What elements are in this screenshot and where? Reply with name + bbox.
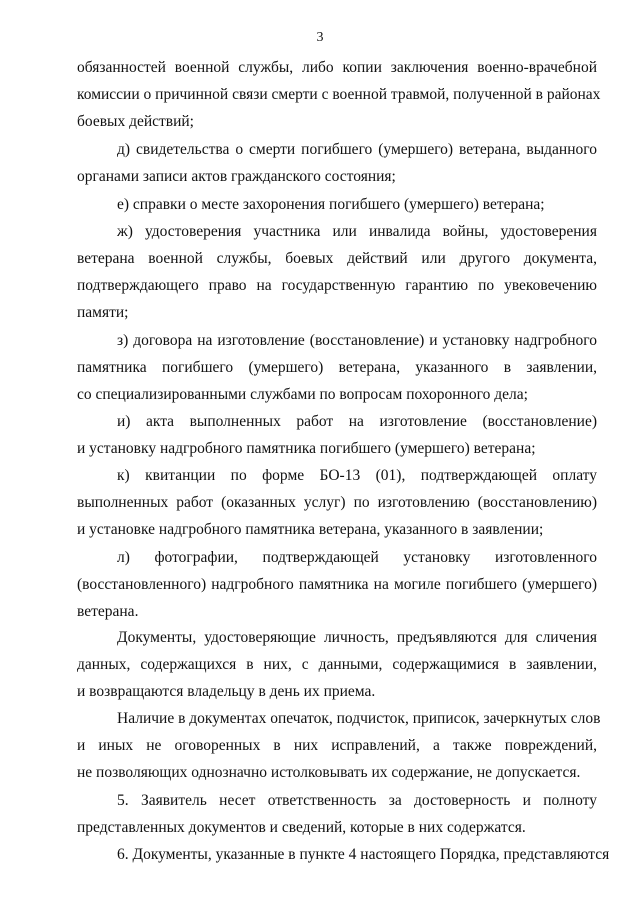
text-line: и установку надгробного памятника погибшего (умершего) ветерана; xyxy=(77,440,536,457)
text-line: обязанностей военной службы, либо копии заключения военно-врачебной xyxy=(77,59,597,76)
text-line: з) договора на изготовление (восстановление) и установку надгробного xyxy=(117,332,597,349)
text-line: к) квитанции по форме БО-13 (01), подтверждающей оплату xyxy=(117,467,597,484)
text-line: ж) удостоверения участника или инвалида войны, удостоверения xyxy=(117,223,597,240)
text-line: подтверждающего право на государственную гарантию по увековечению xyxy=(77,277,597,294)
text-line: и установке надгробного памятника ветерана, указанного в заявлении; xyxy=(77,521,544,538)
text-line: данных, содержащихся в них, с данными, содержащимися в заявлении, xyxy=(77,656,597,673)
text-line: памяти; xyxy=(77,304,129,321)
text-line: органами записи актов гражданского состояния; xyxy=(77,168,396,185)
text-line: е) справки о месте захоронения погибшего (умершего) ветерана; xyxy=(117,196,545,213)
text-line: представленных документов и сведений, которые в них содержатся. xyxy=(77,819,526,836)
text-line: 5. Заявитель несет ответственность за достоверность и полноту xyxy=(117,792,597,809)
text-line: ветерана военной службы, боевых действий или другого документа, xyxy=(77,250,597,267)
text-line: комиссии о причинной связи смерти с военной травмой, полученной в районах xyxy=(77,86,601,103)
text-line: не позволяющих однозначно истолковывать их содержание, не допускается. xyxy=(77,764,581,781)
text-line: (восстановленного) надгробного памятника на могиле погибшего (умершего) xyxy=(77,576,597,593)
text-line: и) акта выполненных работ на изготовление (восстановление) xyxy=(117,413,597,430)
text-line: со специализированными службами по вопросам похоронного дела; xyxy=(77,386,528,403)
text-line: и возвращаются владельцу в день их приема. xyxy=(77,683,376,700)
text-line: памятника погибшего (умершего) ветерана, указанного в заявлении, xyxy=(77,359,597,376)
text-line: 6. Документы, указанные в пункте 4 настоящего Порядка, представляются xyxy=(117,846,610,863)
text-line: д) свидетельства о смерти погибшего (умершего) ветерана, выданного xyxy=(117,141,597,158)
text-line: л) фотографии, подтверждающей установку изготовленного xyxy=(117,549,597,566)
text-line: Документы, удостоверяющие личность, предъявляются для сличения xyxy=(117,629,597,646)
text-line: ветерана. xyxy=(77,603,139,620)
page-number: 3 xyxy=(316,30,324,45)
text-line: выполненных работ (оказанных услуг) по изготовлению (восстановлению) xyxy=(77,494,597,511)
text-line: боевых действий; xyxy=(77,113,194,130)
text-line: и иных не оговоренных в них исправлений, а также повреждений, xyxy=(77,737,597,754)
text-line: Наличие в документах опечаток, подчисток, приписок, зачеркнутых слов xyxy=(117,710,601,727)
